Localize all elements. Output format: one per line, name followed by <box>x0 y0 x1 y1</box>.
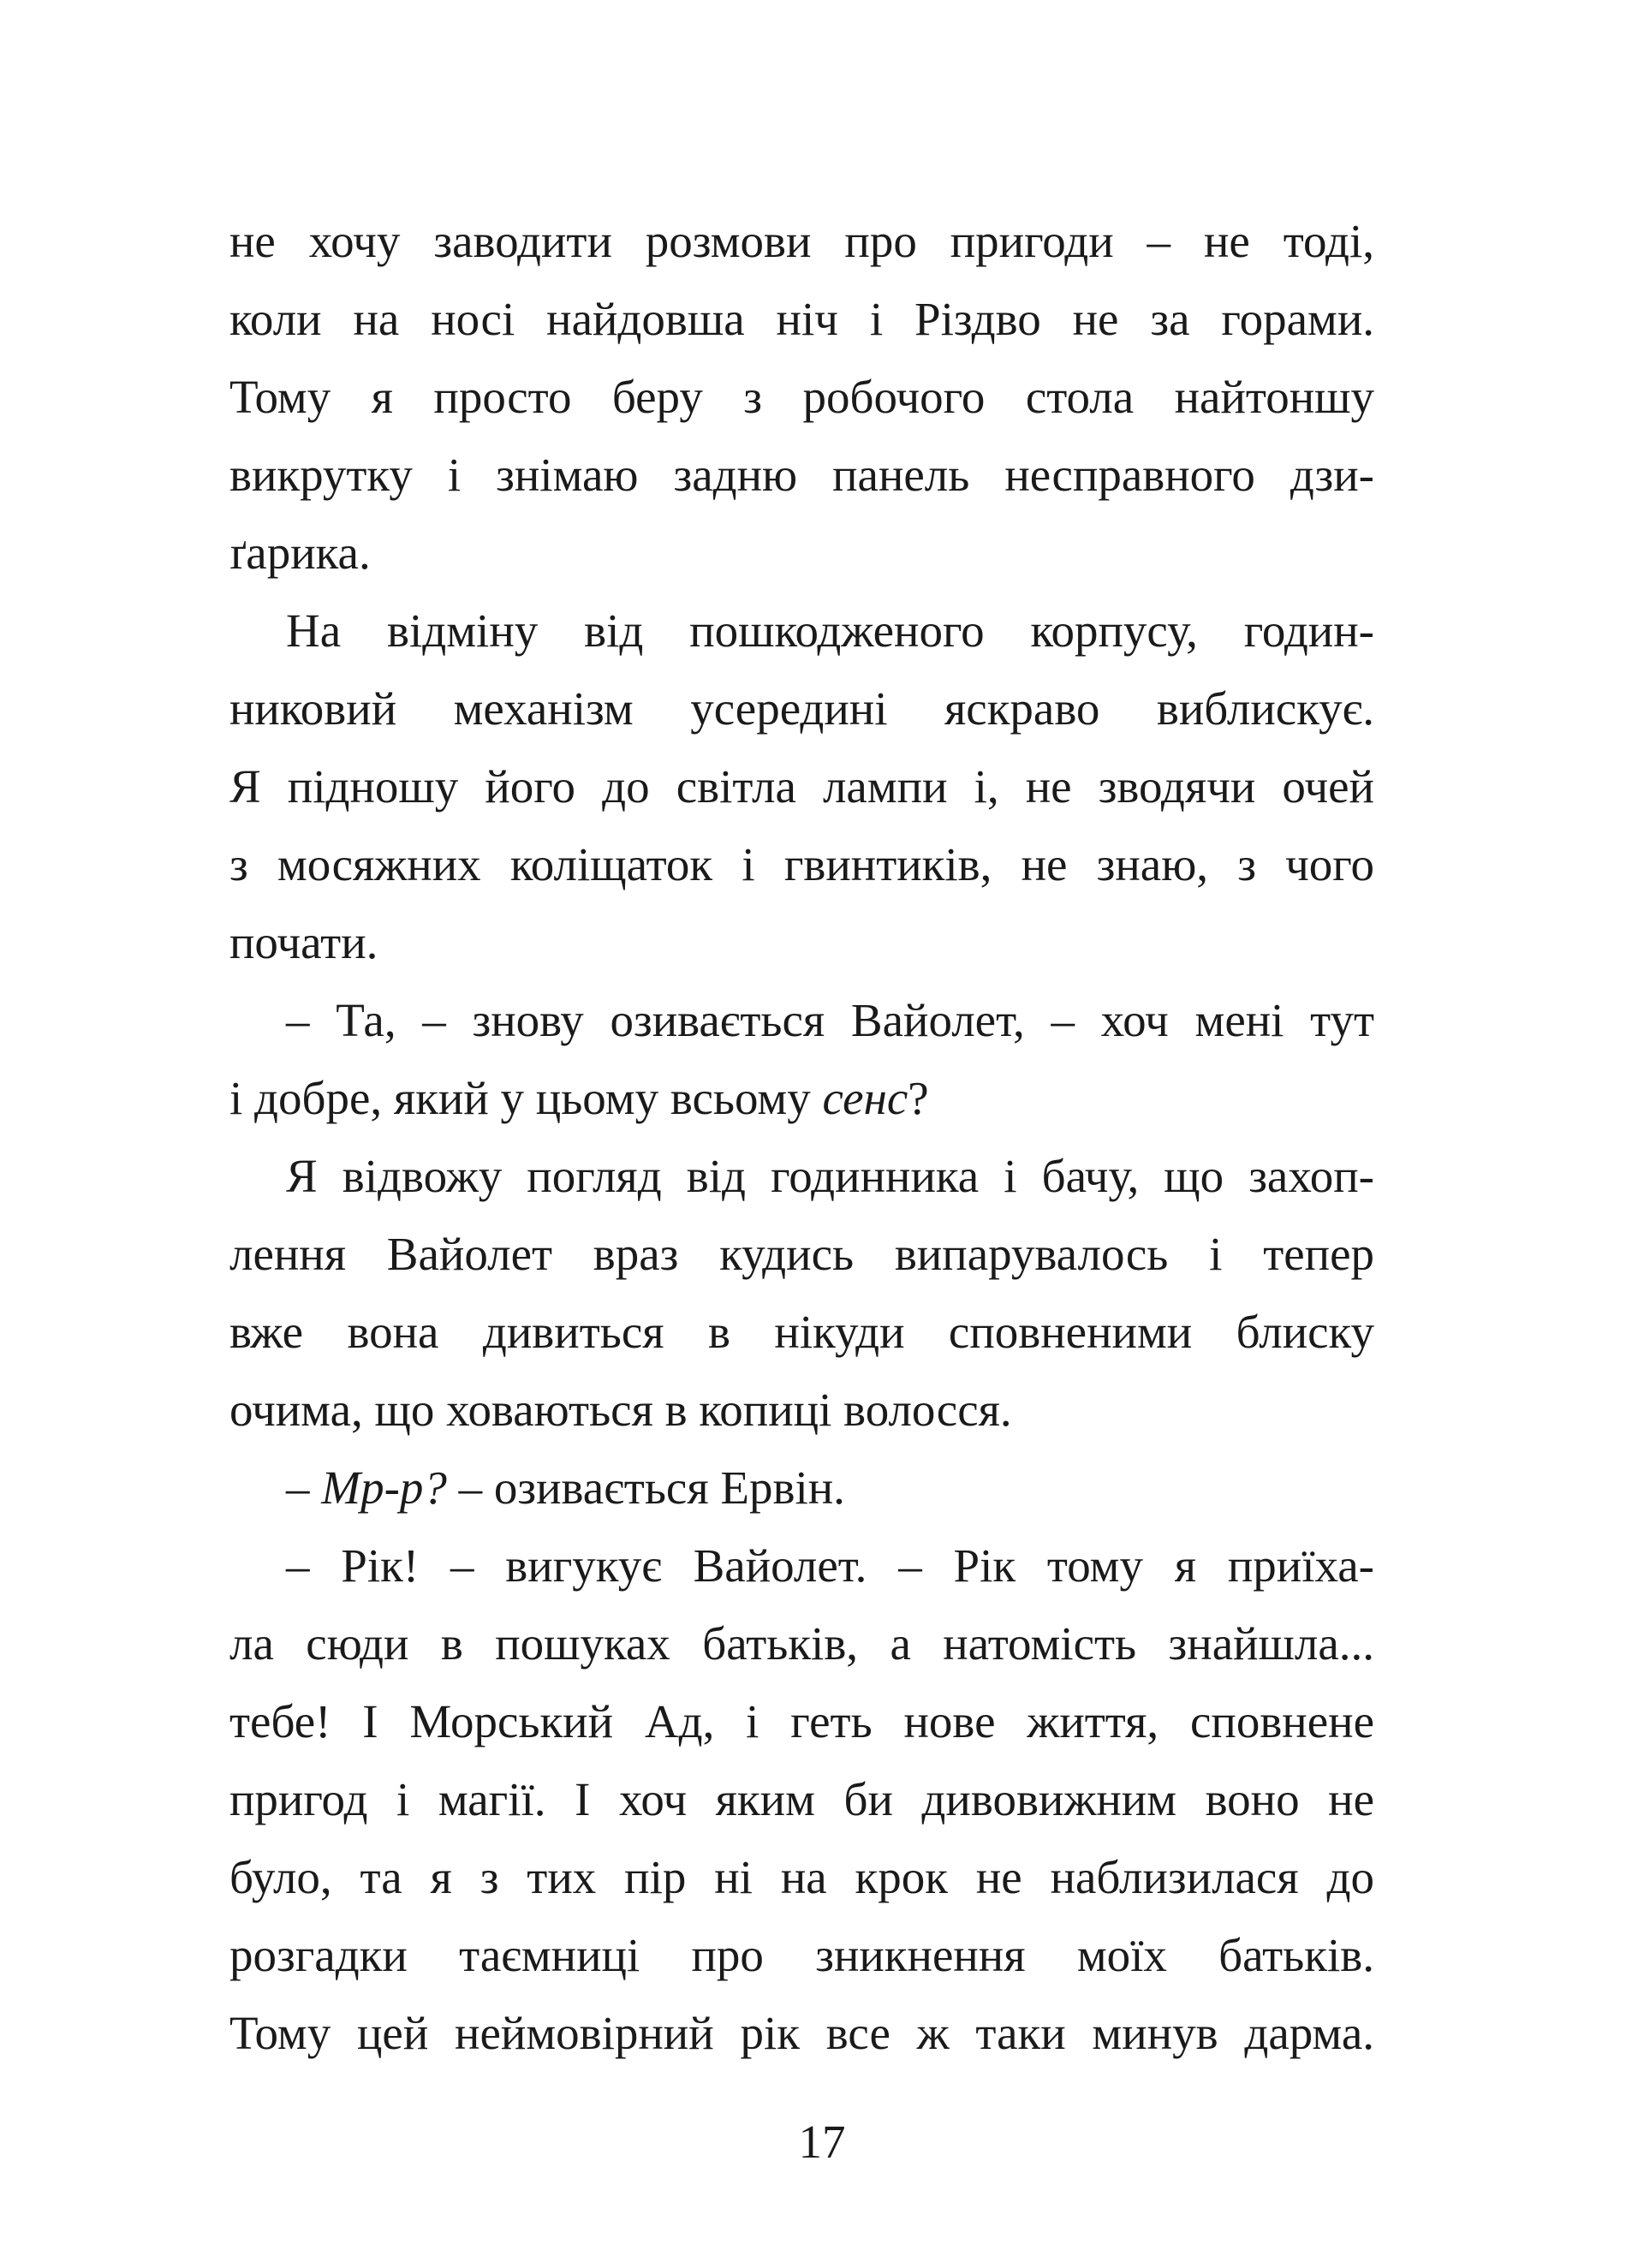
text-segment: лення Вайолет враз кудись випарувалось і тепер <box>229 1228 1374 1280</box>
text-line <box>229 1371 1374 1449</box>
text-segment: Тому цей неймовірний рік все ж таки минув дарма. <box>229 2007 1374 2059</box>
text-segment: було, та я з тих пір ні на крок не наблизилася до <box>229 1851 1374 1903</box>
text-segment: – Та, – знову озивається Вайолет, – хоч мені тут <box>286 994 1374 1046</box>
text-segment: ла сюди в пошуках батьків, а натомість знайшла... <box>229 1617 1374 1670</box>
text-segment: тебе! І Морський Ад, і геть нове життя, сповнене <box>229 1695 1374 1747</box>
text-segment: – озивається Ервін. <box>446 1461 845 1514</box>
text-line <box>229 1449 1374 1527</box>
text-line <box>229 280 1374 358</box>
text-line <box>229 514 1374 592</box>
text-segment: з мосяжних коліщаток і гвинтиків, не знаю, з чого <box>229 838 1374 890</box>
text-line <box>229 1994 1374 2072</box>
text-segment: викрутку і знімаю задню панель несправного дзи- <box>229 449 1374 501</box>
text-line <box>229 670 1374 747</box>
text-segment: почати. <box>229 916 378 968</box>
text-line <box>229 981 1374 1059</box>
text-segment: – <box>286 1461 322 1514</box>
italic-text: Мр-р? <box>321 1461 447 1514</box>
text-segment: не хочу заводити розмови про пригоди – не тоді, <box>229 215 1374 267</box>
text-segment: ? <box>908 1072 929 1124</box>
body-text <box>229 202 1374 2072</box>
text-segment: вже вона дивиться в нікуди сповненими блиску <box>229 1306 1374 1358</box>
text-line <box>229 903 1374 981</box>
text-line <box>229 202 1374 280</box>
text-segment: розгадки таємниці про зникнення моїх батьків. <box>229 1929 1374 1981</box>
italic-text: сенс <box>822 1072 908 1124</box>
text-segment: Я відвожу погляд від годинника і бачу, що захоп- <box>286 1150 1374 1202</box>
text-segment: Тому я просто беру з робочого стола найтоншу <box>229 371 1374 423</box>
text-segment: – Рік! – вигукує Вайолет. – Рік тому я приїха- <box>286 1539 1374 1592</box>
text-line <box>229 1137 1374 1215</box>
text-line <box>229 1916 1374 1994</box>
text-segment: очима, що ховаються в копиці волосся. <box>229 1384 1012 1436</box>
text-line <box>229 1682 1374 1760</box>
text-segment: і добре, який у цьому всьому <box>229 1072 823 1124</box>
text-line <box>229 436 1374 514</box>
text-line <box>229 592 1374 670</box>
text-line <box>229 1215 1374 1293</box>
text-line <box>229 1604 1374 1682</box>
text-line <box>229 1059 1374 1137</box>
text-line <box>229 1760 1374 1838</box>
text-line <box>229 747 1374 825</box>
text-segment: коли на носі найдовша ніч і Різдво не за горами. <box>229 293 1374 345</box>
text-line <box>229 1838 1374 1916</box>
text-line <box>229 358 1374 436</box>
page-number: 17 <box>798 2116 846 2168</box>
text-segment: Я підношу його до світла лампи і, не зводячи очей <box>229 760 1374 813</box>
text-line <box>229 825 1374 903</box>
text-line <box>229 1527 1374 1604</box>
text-segment: ґарика. <box>229 527 371 579</box>
text-segment: пригод і магії. І хоч яким би дивовижним воно не <box>229 1773 1374 1825</box>
text-line <box>229 1293 1374 1371</box>
text-segment: На відміну від пошкодженого корпусу, годин- <box>286 604 1374 657</box>
text-segment: никовий механізм усередині яскраво виблискує. <box>229 682 1374 735</box>
